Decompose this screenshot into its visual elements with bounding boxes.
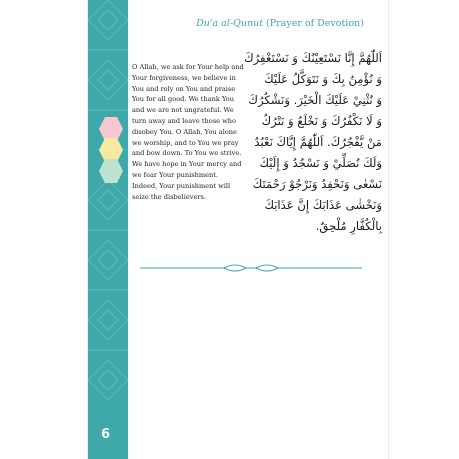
arabic-line: مَنْ يَّفْجُرُكَ. اَللّٰهُمَّ إِيَّاكَ نَعْبُدُ	[254, 135, 382, 149]
arabic-line: بِالْكُفَّارِ مُلْحِقٌ.	[315, 219, 382, 233]
arabic-line: وَنَخْشٰى عَذَابَكَ إِنَّ عَذَابَكَ	[264, 198, 382, 212]
side-band	[88, 0, 128, 459]
arabic-line: وَلَكَ نُصَلِّيْ وَ نَسْجُدُ وَ إِلَيْكَ	[259, 156, 382, 170]
ornament-divider-icon	[140, 261, 362, 275]
arabic-line: وَ لَا نَكْفُرُكَ وَ نَخْلَعُ وَ نَتْرُكُ	[261, 114, 382, 128]
page-title	[170, 18, 390, 29]
geometric-pattern-icon	[88, 0, 128, 459]
arabic-dua	[240, 48, 382, 237]
arabic-line: وَ نُثْنِيْ عَلَيْكَ الْخَيْرَ. وَنَشْكُرُكَ	[248, 93, 382, 107]
arabic-line: وَ نُؤْمِنُ بِكَ وَ نَتَوَكَّلُ عَلَيْكَ	[264, 72, 382, 86]
arabic-line: نَسْعٰى وَنَحْفِدُ وَنَرْجُوْ رَحْمَتَكَ	[252, 177, 382, 191]
page-number: 6	[101, 427, 111, 442]
arabic-line: اَللّٰهُمَّ إِنَّا نَسْتَعِيْنُكَ وَ نَسْتَغْفِرُكَ	[244, 51, 382, 65]
page-title-rest: (Prayer of Devotion)	[263, 18, 364, 29]
green-tab	[98, 158, 124, 184]
english-translation: O Allah, we ask for Your help and Your forgiveness, we believe in You and rely on You and praise You for all good. We thank You and we are not ungrateful. We turn away and leave those who disobey You. O Allah, You alone we worship, and to You we pray and bow down. To You we strive. We have hope in Your mercy and we fear Your punishment. Indeed, Your punishment will seize the disbelievers.	[132, 63, 244, 201]
page-title-italic: Du'a al-Qunut	[196, 18, 264, 29]
